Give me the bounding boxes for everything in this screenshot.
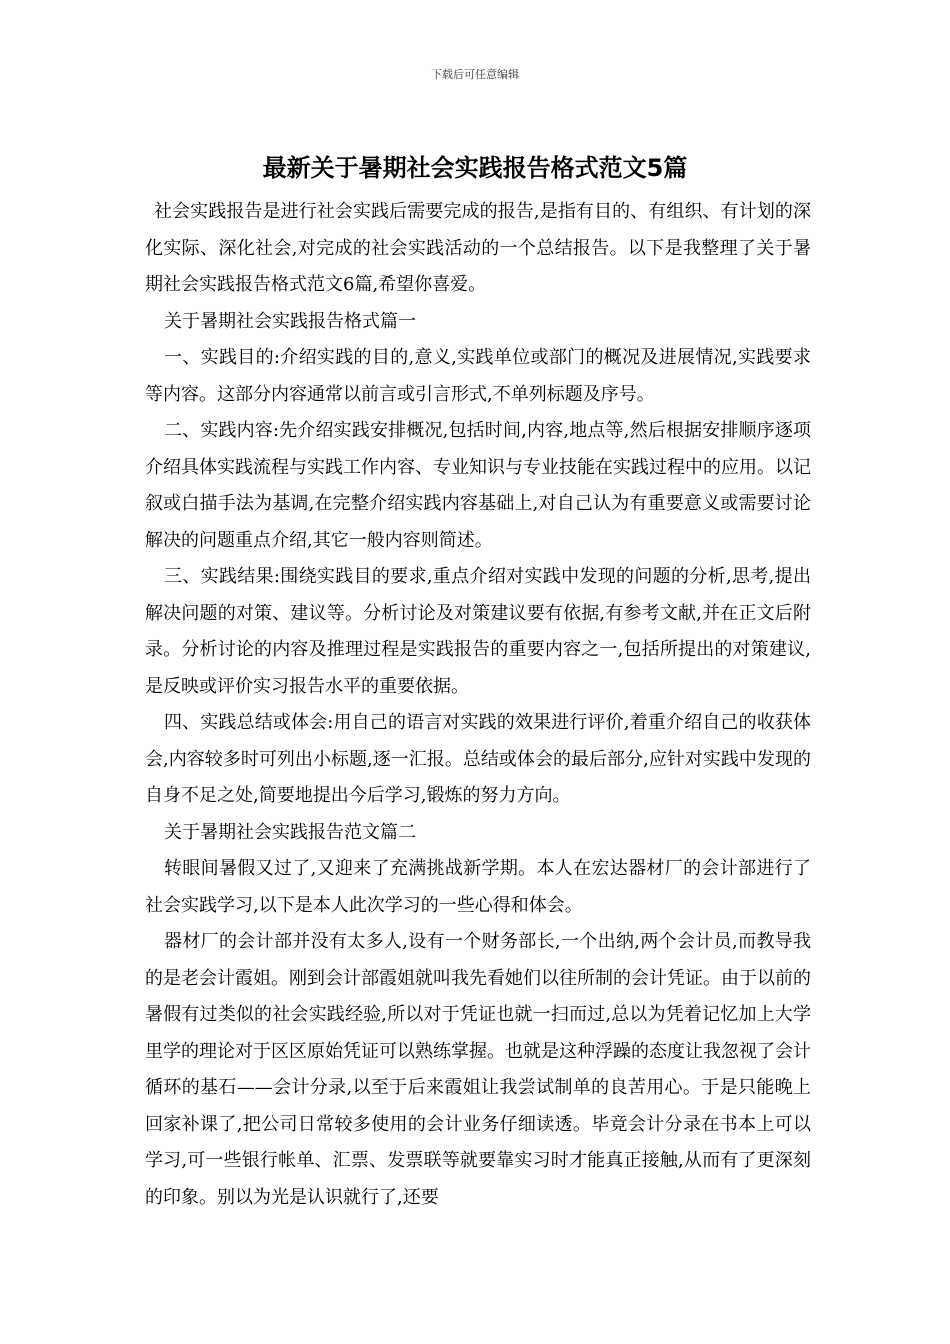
section-heading: 关于暑期社会实践报告范文篇二: [164, 821, 416, 843]
document-title: 最新关于暑期社会实践报告格式范文5篇: [262, 154, 688, 182]
body-paragraph: 二、实践内容:先介绍实践安排概况,包括时间,内容,地点等,然后根据安排顺序逐项介绍具体实践流程与实践工作内容、专业知识与专业技能在实践过程中的应用。以记叙或白描手法为基调,在完整介绍实践内容基础上,对自己认为有重要意义或需要讨论解决的问题重点介绍,其它一般内容则简述。: [145, 420, 811, 551]
body-paragraph: 器材厂的会计部并没有太多人,设有一个财务部长,一个出纳,两个会计员,而教导我的是老会计霞姐。刚到会计部霞姐就叫我先看她们以往所制的会计凭证。由于以前的暑假有过类似的社会实践经验,所以对于凭证也就一扫而过,总以为凭着记忆加上大学里学的理论对于区区原始凭证可以熟练掌握。也就是这种浮躁的态度让我忽视了会计循环的基石——会计分录,以至于后来霞姐让我尝试制单的良苦用心。于是只能晚上回家补课了,把公司日常较多使用的会计业务仔细读透。毕竟会计分录在书本上可以学习,可一些银行帐单、汇票、发票联等就要靠实习时才能真正接触,从而有了更深刻的印象。别以为光是认识就行了,还要: [145, 931, 811, 1208]
page-header: 下载后可任意编辑: [431, 68, 519, 81]
intro-paragraph: 社会实践报告是进行社会实践后需要完成的报告,是指有目的、有组织、有计划的深化实际、深化社会,对完成的社会实践活动的一个总结报告。以下是我整理了关于暑期社会实践报告格式范文6篇,希望你喜爱。: [145, 201, 811, 295]
body-paragraph: 一、实践目的:介绍实践的目的,意义,实践单位或部门的概况及进展情况,实践要求等内容。这部分内容通常以前言或引言形式,不单列标题及序号。: [145, 347, 811, 405]
body-paragraph: 转眼间暑假又过了,又迎来了充满挑战新学期。本人在宏达器材厂的会计部进行了社会实践学习,以下是本人此次学习的一些心得和体会。: [145, 858, 811, 916]
body-paragraph: 三、实践结果:围绕实践目的要求,重点介绍对实践中发现的问题的分析,思考,提出解决问题的对策、建议等。分析讨论及对策建议要有依据,有参考文献,并在正文后附录。分析讨论的内容及推理过程是实践报告的重要内容之一,包括所提出的对策建议,是反映或评价实习报告水平的重要依据。: [145, 566, 811, 697]
document-body: [145, 194, 811, 1216]
body-paragraph: 四、实践总结或体会:用自己的语言对实践的效果进行评价,着重介绍自己的收获体会,内容较多时可列出小标题,逐一汇报。总结或体会的最后部分,应针对实践中发现的自身不足之处,简要地提出今后学习,锻炼的努力方向。: [145, 712, 811, 806]
section-heading: 关于暑期社会实践报告格式篇一: [164, 310, 416, 332]
